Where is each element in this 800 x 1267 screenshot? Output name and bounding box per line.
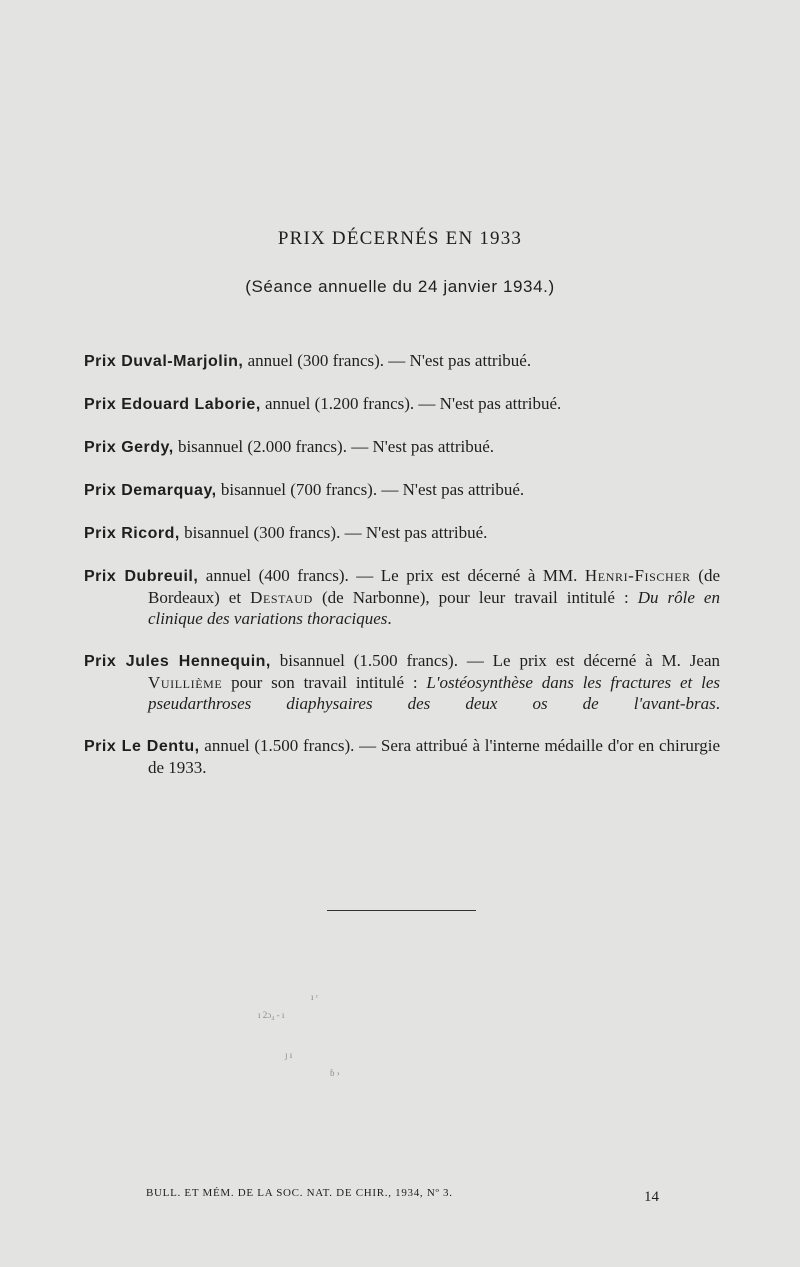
prize-name: Prix Ricord, (84, 525, 180, 542)
prize-entry-demarquay (84, 479, 720, 501)
prize-entry-hennequin (84, 650, 720, 714)
prize-text: bisannuel (1.500 francs). — Le prix est décerné à M. Jean (270, 651, 720, 670)
prize-entry-le-dentu (84, 735, 720, 778)
prize-entry-gerdy (84, 436, 720, 458)
prize-name: Prix Edouard Laborie, (84, 396, 261, 413)
stamp-mark: ɓ › (330, 1068, 340, 1078)
work-title: Du rôle en clinique des variations thoraciques (148, 588, 720, 628)
prize-text: . (387, 609, 392, 628)
stamp-mark: ı ᶜ (311, 992, 319, 1002)
prize-text: pour son travail intitulé : (222, 673, 427, 692)
prize-entry-laborie (84, 393, 720, 415)
prize-text: bisannuel (700 francs). — N'est pas attribué. (216, 480, 525, 499)
page-number: 14 (644, 1189, 659, 1205)
prize-text: annuel (1.200 francs). — N'est pas attribué. (260, 394, 562, 413)
prize-name: Prix Le Dentu, (84, 738, 200, 755)
prize-text: . (715, 694, 720, 713)
prize-text: annuel (1.500 francs). — Sera attribué à l'interne médaille d'or en chirurgie de 1933. (148, 736, 720, 777)
prize-text: (de Narbonne), pour leur travail intitulé : (312, 588, 638, 607)
prize-entry-dubreuil (84, 565, 720, 629)
stamp-mark: ȷ ı (285, 1050, 293, 1060)
prize-list (84, 350, 720, 799)
page-title: PRIX DÉCERNÉS EN 1933 (277, 228, 523, 249)
laureate-name: Henri-Fischer (584, 566, 691, 585)
prize-text: bisannuel (2.000 francs). — N'est pas attribué. (173, 437, 494, 456)
work-title: L'ostéosynthèse dans les fractures et les pseudarthroses diaphysaires des deux os de l'avant-bras (148, 673, 720, 713)
prize-entry-duval-marjolin (84, 350, 720, 372)
prize-name: Prix Demarquay, (84, 482, 217, 499)
prize-name: Prix Duval-Marjolin, (84, 353, 244, 370)
journal-citation: BULL. ET MÉM. DE LA SOC. NAT. DE CHIR., 1934, Nº 3. (146, 1187, 453, 1199)
section-divider (327, 910, 476, 911)
prize-name: Prix Gerdy, (84, 439, 174, 456)
prize-name: Prix Dubreuil, (84, 568, 199, 585)
laureate-name: Destaud (250, 588, 313, 607)
page-subtitle: (Séance annuelle du 24 janvier 1934.) (245, 277, 555, 296)
laureate-name: Vuillième (148, 673, 223, 692)
prize-text: annuel (300 francs). — N'est pas attribué. (243, 351, 532, 370)
prize-entry-ricord (84, 522, 720, 544)
prize-text: bisannuel (300 francs). — N'est pas attribué. (179, 523, 488, 542)
prize-name: Prix Jules Hennequin, (84, 653, 271, 670)
prize-text: annuel (400 francs). — Le prix est décerné à MM. (198, 566, 585, 585)
stamp-mark: ı 2ɔ₄ - ı (258, 1010, 285, 1020)
prize-text: (de Bordeaux) et (148, 566, 720, 607)
